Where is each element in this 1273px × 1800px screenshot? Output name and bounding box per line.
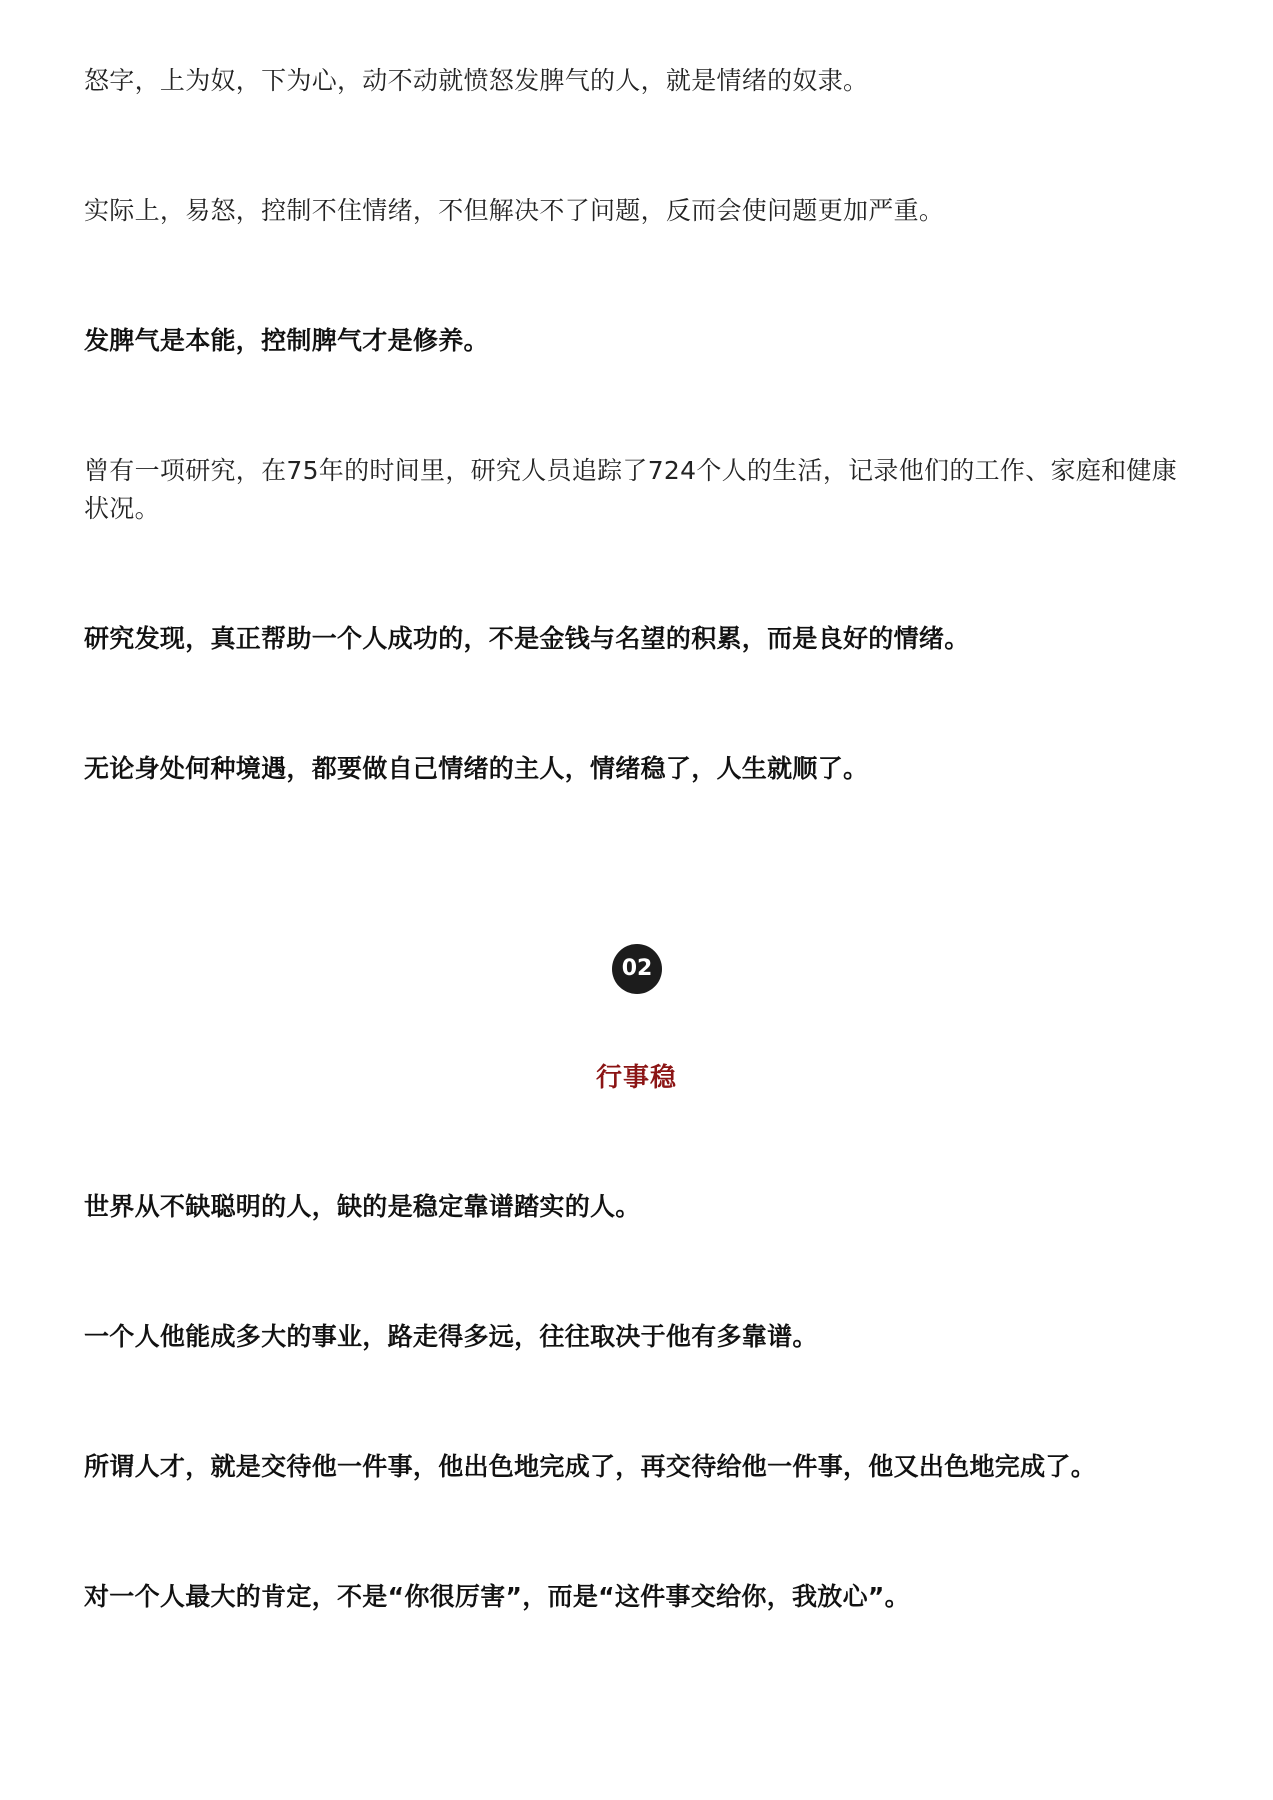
paragraph-master-of-emotions: 无论身处何种境遇，都要做自己情绪的主人，情绪稳了，人生就顺了。 bbox=[84, 754, 869, 783]
section-title: 行事稳 bbox=[595, 1063, 677, 1093]
section-number-badge: 02 bbox=[612, 944, 662, 994]
paragraph-talent-definition: 所谓人才，就是交待他一件事，他出色地完成了，再交待给他一件事，他又出色地完成了。 bbox=[84, 1452, 1097, 1481]
paragraph-research-study: 曾有一项研究，在75年的时间里，研究人员追踪了724个人的生活，记录他们的工作、家庭和健康状况。 bbox=[84, 456, 1178, 523]
paragraph-research-finding: 研究发现，真正帮助一个人成功的，不是金钱与名望的积累，而是良好的情绪。 bbox=[84, 624, 970, 653]
paragraph-irritability: 实际上，易怒，控制不住情绪，不但解决不了问题，反而会使问题更加严重。 bbox=[84, 196, 945, 225]
paragraph-greatest-affirmation: 对一个人最大的肯定，不是“你很厉害”，而是“这件事交给你，我放心”。 bbox=[84, 1582, 910, 1611]
paragraph-temper-cultivation: 发脾气是本能，控制脾气才是修养。 bbox=[84, 326, 489, 355]
paragraph-reliable-people: 世界从不缺聪明的人，缺的是稳定靠谱踏实的人。 bbox=[84, 1192, 641, 1221]
paragraph-career-depends: 一个人他能成多大的事业，路走得多远，往往取决于他有多靠谱。 bbox=[84, 1322, 818, 1351]
paragraph-anger-character: 怒字，上为奴，下为心，动不动就愤怒发脾气的人，就是情绪的奴隶。 bbox=[84, 66, 869, 95]
